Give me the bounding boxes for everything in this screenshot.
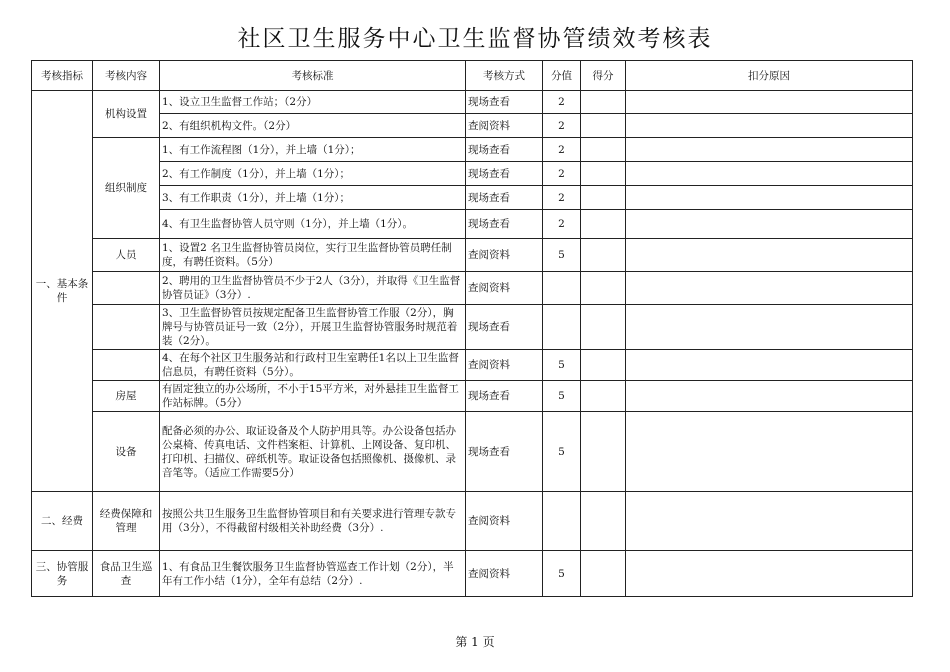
got-score-cell xyxy=(581,412,626,492)
got-score-cell xyxy=(581,210,626,239)
method-cell: 现场查看 xyxy=(466,305,543,350)
standard-cell: 4、有卫生监督协管人员守则（1分），并上墙（1分）。 xyxy=(160,210,466,239)
header-method: 考核方式 xyxy=(466,61,543,91)
page-footer: 第 1 页 xyxy=(455,635,495,649)
method-cell: 现场查看 xyxy=(466,186,543,210)
content-cell: 人员 xyxy=(93,239,160,272)
score-cell: 5 xyxy=(543,381,581,412)
indicator-cell: 三、协管服务 xyxy=(32,551,93,597)
got-score-cell xyxy=(581,272,626,305)
header-reason: 扣分原因 xyxy=(626,61,913,91)
table-row xyxy=(32,91,913,114)
content-cell: 设备 xyxy=(93,412,160,492)
score-cell xyxy=(543,492,581,551)
got-score-cell xyxy=(581,138,626,162)
reason-cell xyxy=(626,162,913,186)
table-row xyxy=(32,162,913,186)
got-score-cell xyxy=(581,239,626,272)
got-score-cell xyxy=(581,350,626,381)
got-score-cell xyxy=(581,114,626,138)
method-cell: 查阅资料 xyxy=(466,551,543,597)
table-row xyxy=(32,350,913,381)
table-row xyxy=(32,186,913,210)
score-cell: 5 xyxy=(543,551,581,597)
got-score-cell xyxy=(581,162,626,186)
table-row xyxy=(32,138,913,162)
got-score-cell xyxy=(581,91,626,114)
score-cell: 2 xyxy=(543,162,581,186)
page-title: 社区卫生服务中心卫生监督协管绩效考核表 xyxy=(237,26,713,52)
reason-cell xyxy=(626,114,913,138)
table-row xyxy=(32,305,913,350)
reason-cell xyxy=(626,492,913,551)
score-cell: 2 xyxy=(543,186,581,210)
standard-cell: 1、设立卫生监督工作站；（2分） xyxy=(160,91,466,114)
content-cell: 机构设置 xyxy=(93,91,160,138)
reason-cell xyxy=(626,305,913,350)
indicator-cell: 一、基本条件 xyxy=(32,91,93,492)
table-body xyxy=(32,61,913,597)
table-row xyxy=(32,381,913,412)
method-cell: 现场查看 xyxy=(466,91,543,114)
standard-cell: 1、有工作流程图（1分），并上墙（1分）； xyxy=(160,138,466,162)
score-cell: 2 xyxy=(543,114,581,138)
standard-cell: 按照公共卫生服务卫生监督协管项目和有关要求进行管理专款专用（3分），不得截留村级相关补助经费（3分）. xyxy=(160,492,466,551)
reason-cell xyxy=(626,272,913,305)
reason-cell xyxy=(626,551,913,597)
standard-cell: 2、有工作制度（1分），并上墙（1分）； xyxy=(160,162,466,186)
reason-cell xyxy=(626,381,913,412)
score-cell: 5 xyxy=(543,239,581,272)
score-cell xyxy=(543,272,581,305)
content-cell xyxy=(93,305,160,350)
reason-cell xyxy=(626,186,913,210)
reason-cell xyxy=(626,138,913,162)
score-cell: 2 xyxy=(543,210,581,239)
score-cell: 5 xyxy=(543,350,581,381)
got-score-cell xyxy=(581,305,626,350)
header-score: 分值 xyxy=(543,61,581,91)
content-cell: 食品卫生巡查 xyxy=(93,551,160,597)
header-standard: 考核标准 xyxy=(160,61,466,91)
method-cell: 查阅资料 xyxy=(466,272,543,305)
header-got: 得分 xyxy=(581,61,626,91)
standard-cell: 有固定独立的办公场所，不小于15平方米，对外悬挂卫生监督工作站标牌。（5分） xyxy=(160,381,466,412)
method-cell: 现场查看 xyxy=(466,381,543,412)
standard-cell: 1、有食品卫生餐饮服务卫生监督协管巡查工作计划（2分），半年有工作小结（1分），全年有总结（2分）. xyxy=(160,551,466,597)
method-cell: 现场查看 xyxy=(466,162,543,186)
header-content: 考核内容 xyxy=(93,61,160,91)
table-row xyxy=(32,114,913,138)
standard-cell: 2、聘用的卫生监督协管员不少于2人（3分），并取得《卫生监督协管员证》（3分）. xyxy=(160,272,466,305)
content-cell: 组织制度 xyxy=(93,138,160,239)
standard-cell: 配备必须的办公、取证设备及个人防护用具等。办公设备包括办公桌椅、传真电话、文件档案柜、计算机、上网设备、复印机、打印机、扫描仪、碎纸机等。取证设备包括照像机、摄像机、录音笔等。（适应工作需要5分） xyxy=(160,412,466,492)
reason-cell xyxy=(626,239,913,272)
method-cell: 查阅资料 xyxy=(466,350,543,381)
got-score-cell xyxy=(581,186,626,210)
got-score-cell xyxy=(581,381,626,412)
method-cell: 查阅资料 xyxy=(466,239,543,272)
reason-cell xyxy=(626,210,913,239)
table-row xyxy=(32,272,913,305)
content-cell: 房屋 xyxy=(93,381,160,412)
assessment-table xyxy=(31,60,913,597)
method-cell: 查阅资料 xyxy=(466,114,543,138)
header-indicator: 考核指标 xyxy=(32,61,93,91)
indicator-cell: 二、经费 xyxy=(32,492,93,551)
table-row xyxy=(32,210,913,239)
got-score-cell xyxy=(581,492,626,551)
got-score-cell xyxy=(581,551,626,597)
method-cell: 现场查看 xyxy=(466,412,543,492)
reason-cell xyxy=(626,91,913,114)
header-row xyxy=(32,61,913,91)
content-cell xyxy=(93,350,160,381)
standard-cell: 2、有组织机构文件。（2分） xyxy=(160,114,466,138)
standard-cell: 3、有工作职责（1分），并上墙（1分）； xyxy=(160,186,466,210)
table-row xyxy=(32,412,913,492)
method-cell: 现场查看 xyxy=(466,210,543,239)
reason-cell xyxy=(626,412,913,492)
method-cell: 现场查看 xyxy=(466,138,543,162)
standard-cell: 1、设置2 名卫生监督协管员岗位，实行卫生监督协管员聘任制度，有聘任资料。（5分） xyxy=(160,239,466,272)
content-cell xyxy=(93,272,160,305)
method-cell: 查阅资料 xyxy=(466,492,543,551)
score-cell: 2 xyxy=(543,91,581,114)
score-cell xyxy=(543,305,581,350)
table-row xyxy=(32,551,913,597)
standard-cell: 4、在每个社区卫生服务站和行政村卫生室聘任1名以上卫生监督信息员，有聘任资料（5分）。 xyxy=(160,350,466,381)
content-cell: 经费保障和管理 xyxy=(93,492,160,551)
table-row xyxy=(32,492,913,551)
reason-cell xyxy=(626,350,913,381)
score-cell: 5 xyxy=(543,412,581,492)
standard-cell: 3、卫生监督协管员按规定配备卫生监督协管工作服（2分），胸牌号与协管员证号一致（2分），开展卫生监督协管服务时规范着装（2分）。 xyxy=(160,305,466,350)
table-row xyxy=(32,239,913,272)
score-cell: 2 xyxy=(543,138,581,162)
